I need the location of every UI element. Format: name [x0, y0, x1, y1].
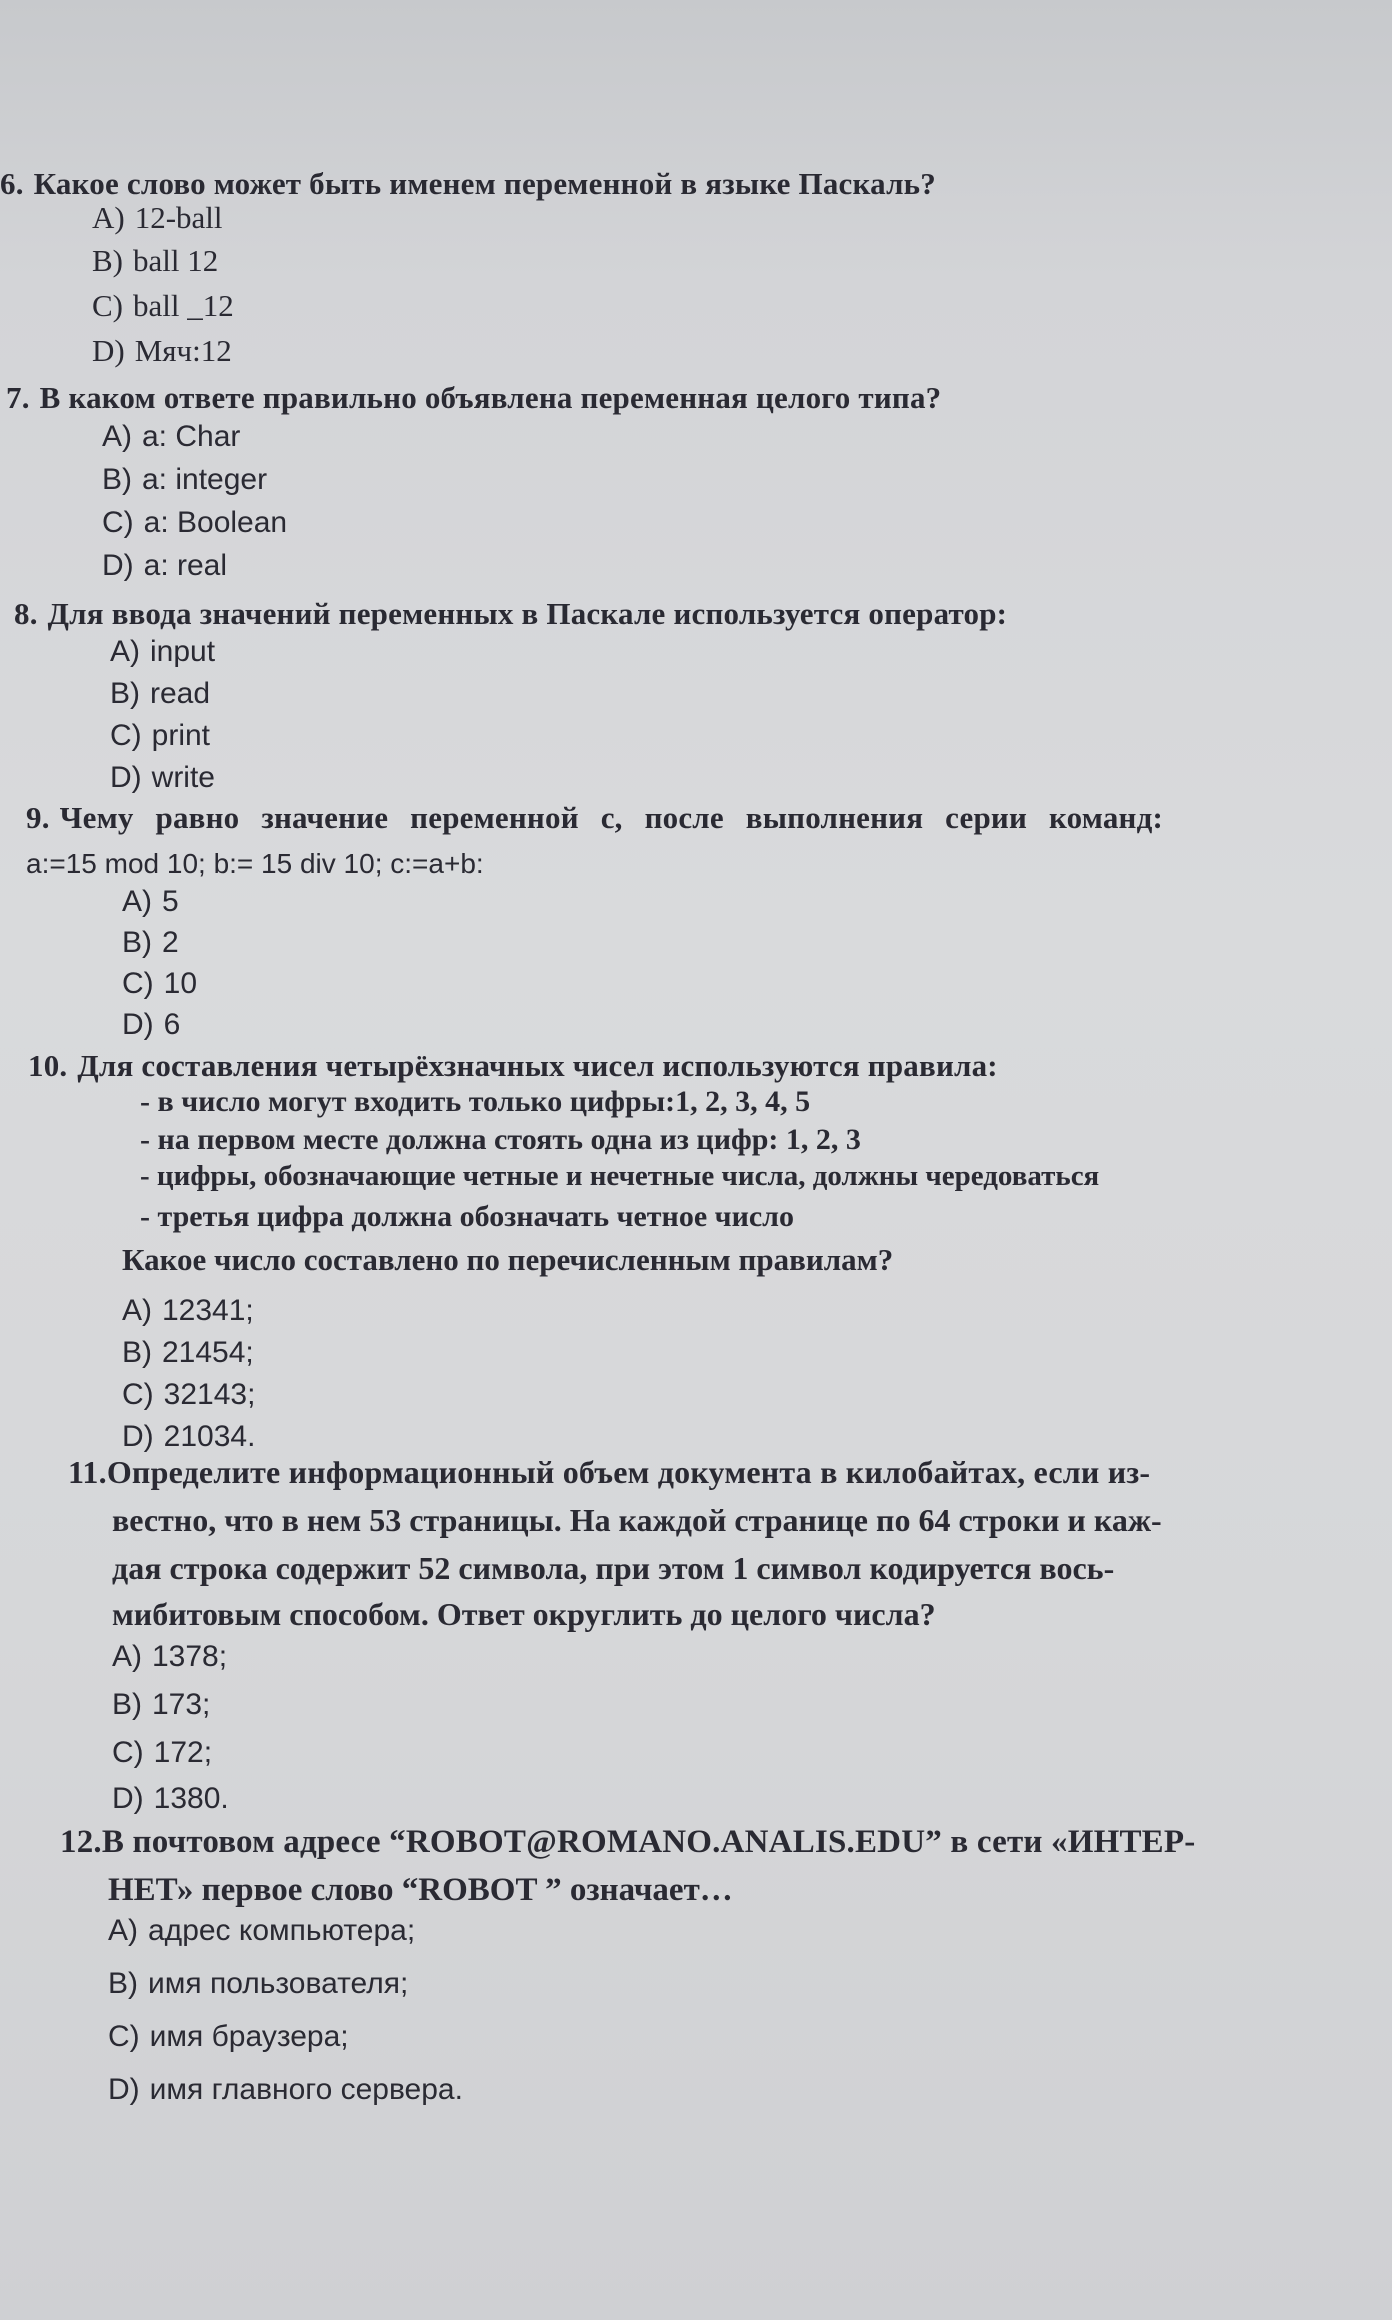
- question-number: 6.: [0, 166, 24, 201]
- question-10: [28, 1048, 998, 1084]
- question-number: 7.: [6, 380, 30, 415]
- option-d[interactable]: D) 6: [122, 1008, 181, 1041]
- question-text: В почтовом адресе “ROBOT@ROMANO.ANALIS.EDU” в сети «ИНТЕР-: [101, 1824, 1196, 1860]
- option-b[interactable]: B) 2: [122, 926, 179, 959]
- option-b[interactable]: B) read: [110, 677, 211, 710]
- option-a[interactable]: A) 12341;: [122, 1294, 254, 1327]
- question-text: Чему равно значение переменной с, после выполнения серии команд:: [59, 800, 1163, 835]
- rule-line: - цифры, обозначающие четные и нечетные числа, должны чередоваться: [140, 1160, 1100, 1192]
- option-c[interactable]: C) имя браузера;: [108, 2020, 349, 2053]
- option-b[interactable]: B) a: integer: [102, 463, 268, 496]
- question-text-continued: НЕТ» первое слово “ROBOT ” означает…: [108, 1872, 733, 1908]
- question-number: 12.: [60, 1824, 102, 1860]
- option-c[interactable]: C) ball _12: [92, 288, 234, 323]
- question-text: В каком ответе правильно объявлена переменная целого типа?: [39, 380, 942, 415]
- option-d[interactable]: D) a: real: [102, 549, 228, 582]
- question-text: Для ввода значений переменных в Паскале используется оператор:: [47, 596, 1008, 631]
- option-c[interactable]: C) print: [110, 719, 211, 752]
- option-a[interactable]: A) a: Char: [102, 420, 241, 453]
- question-text-continued: дая строка содержит 52 символа, при этом 1 символ кодируется вось-: [112, 1550, 1115, 1586]
- question-text-continued: мибитовым способом. Ответ округлить до целого числа?: [112, 1596, 936, 1632]
- question-number: 8.: [14, 596, 38, 631]
- question-number: 9.: [26, 800, 50, 835]
- code-line: a:=15 mod 10; b:= 15 div 10; c:=a+b:: [26, 848, 484, 879]
- question-7: [6, 380, 941, 416]
- question-text: Какое слово может быть именем переменной в языке Паскаль?: [33, 166, 936, 201]
- option-c[interactable]: C) 10: [122, 967, 198, 1000]
- rule-line: - в число могут входить только цифры:1, 2, 3, 4, 5: [140, 1085, 811, 1118]
- option-c[interactable]: C) a: Boolean: [102, 506, 288, 539]
- option-d[interactable]: D) 21034.: [122, 1420, 256, 1453]
- option-a[interactable]: A) 1378;: [112, 1640, 228, 1673]
- option-b[interactable]: B) 173;: [112, 1688, 211, 1721]
- question-8: [14, 596, 1007, 632]
- question-number: 10.: [28, 1048, 68, 1083]
- question-6: [0, 166, 936, 202]
- option-d[interactable]: D) write: [110, 761, 215, 794]
- option-c[interactable]: C) 32143;: [122, 1378, 256, 1411]
- rule-line: - третья цифра должна обозначать четное число: [140, 1200, 794, 1233]
- option-b[interactable]: B) имя пользователя;: [108, 1967, 409, 2000]
- option-a[interactable]: A) 12-ball: [92, 200, 223, 235]
- option-a[interactable]: A) адрес компьютера;: [108, 1914, 416, 1947]
- option-d[interactable]: D) 1380.: [112, 1782, 229, 1815]
- question-text: Для составления четырёхзначных чисел используются правила:: [77, 1048, 998, 1083]
- option-d[interactable]: D) Мяч:12: [92, 333, 232, 368]
- question-text-continued: вестно, что в нем 53 страницы. На каждой странице по 64 строки и каж-: [112, 1502, 1162, 1538]
- question-text: Определите информационный объем документа в килобайтах, если из-: [106, 1454, 1151, 1490]
- option-d[interactable]: D) имя главного сервера.: [108, 2073, 463, 2106]
- option-a[interactable]: A) input: [110, 635, 216, 668]
- question-11: [68, 1454, 1150, 1491]
- rule-line: - на первом месте должна стоять одна из цифр: 1, 2, 3: [140, 1123, 861, 1156]
- question-subtext: Какое число составлено по перечисленным правилам?: [122, 1242, 894, 1277]
- question-12: [60, 1824, 1195, 1861]
- question-number: 11.: [68, 1454, 107, 1490]
- question-9: [26, 800, 1163, 836]
- option-c[interactable]: C) 172;: [112, 1736, 213, 1769]
- option-a[interactable]: A) 5: [122, 885, 179, 918]
- option-b[interactable]: B) ball 12: [92, 243, 219, 278]
- option-b[interactable]: B) 21454;: [122, 1336, 254, 1369]
